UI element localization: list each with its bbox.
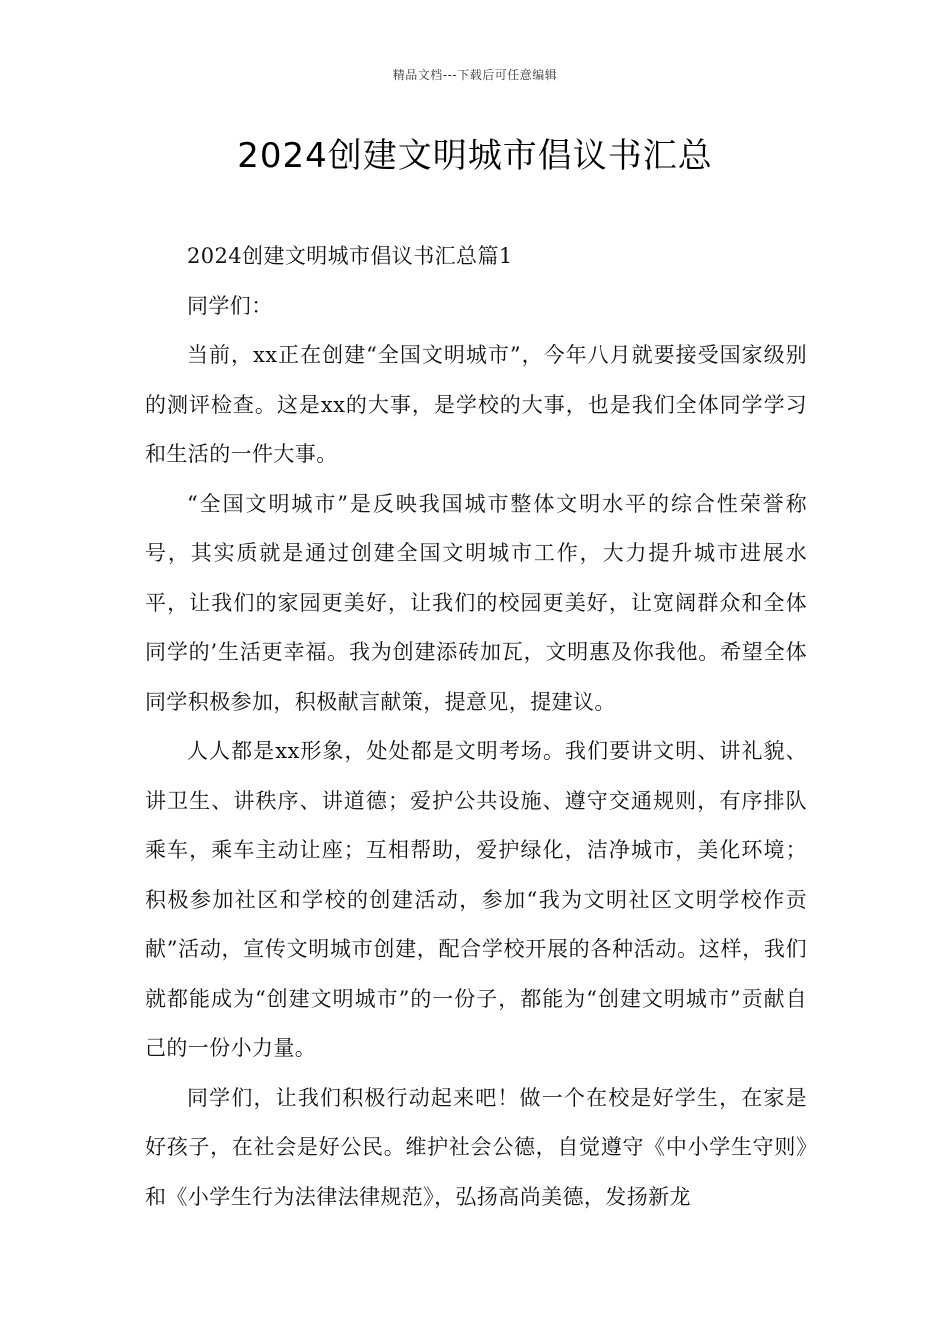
body-paragraph: 当前，xx正在创建“全国文明城市”，今年八月就要接受国家级别的测评检查。这是xx的大事，是学校的大事，也是我们全体同学学习和生活的一件大事。 [145,343,807,466]
body-paragraph: 人人都是xx形象，处处都是文明考场。我们要讲文明、讲礼貌、讲卫生、讲秩序、讲道德；爱护公共设施、遵守交通规则，有序排队乘车，乘车主动让座；互相帮助，爱护绿化，洁净城市，美化环境；积极参加社区和学校的创建活动，参加“我为文明社区文明学校作贡献”活动，宣传文明城市创建，配合学校开展的各种活动。这样，我们就都能成为“创建文明城市”的一份子，都能为“创建文明城市”贡献自己的一份小力量。 [145,739,807,1060]
header-note: 精品文档---下载后可任意编辑 [392,68,558,82]
section-heading: 2024创建文明城市倡议书汇总篇1 [187,244,513,268]
document-body [145,232,807,1222]
body-paragraph: “全国文明城市”是反映我国城市整体文明水平的综合性荣誉称号，其实质就是通过创建全国文明城市工作，大力提升城市进展水平，让我们的家园更美好，让我们的校园更美好，让宽阔群众和全体同学的’生活更幸福。我为创建添砖加瓦，文明惠及你我他。希望全体同学积极参加，积极献言献策，提意见，提建议。 [145,491,807,714]
body-paragraph: 同学们，让我们积极行动起来吧！做一个在校是好学生，在家是好孩子，在社会是好公民。维护社会公德，自觉遵守《中小学生守则》和《小学生行为法律法律规范》，弘扬高尚美德，发扬新龙 [145,1085,807,1209]
document-title: 2024创建文明城市倡议书汇总 [237,136,713,176]
salutation: 同学们： [187,293,273,318]
